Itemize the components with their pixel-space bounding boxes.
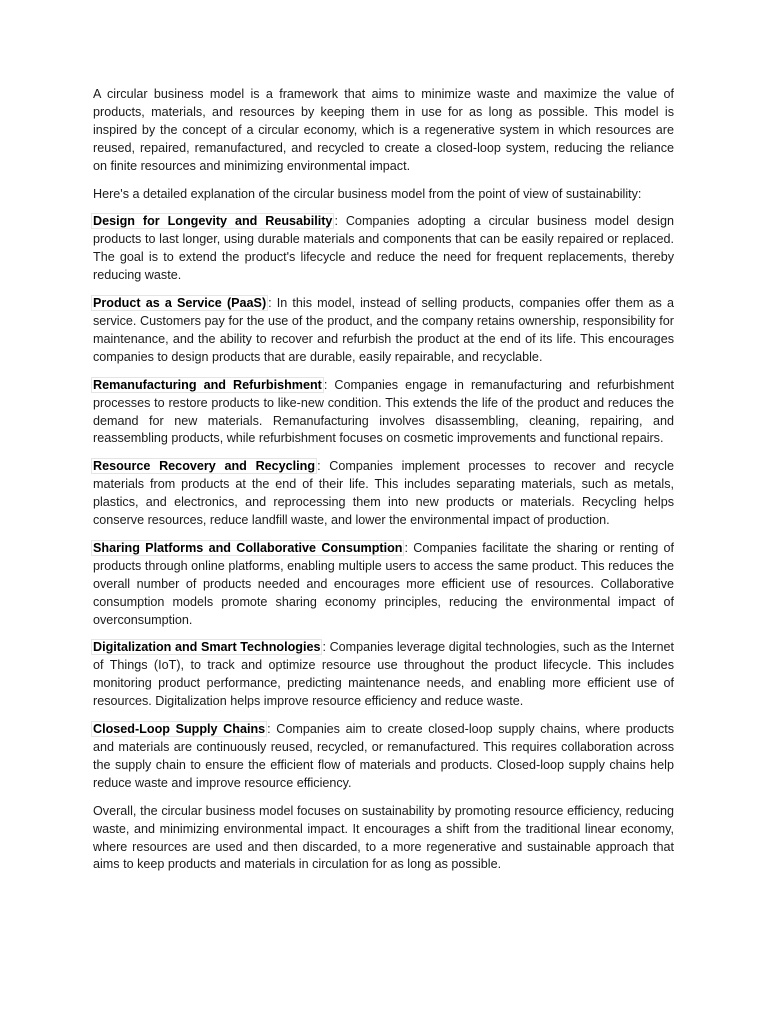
section-remanufacturing <box>93 377 674 449</box>
section-text: : In this model, instead of selling products, companies offer them as a service. Customers pay for the use of the product, and the company retains ownership, responsibility for maintenance, and the ability to recover and refurbish the product at the end of its life. This encourages companies to design products that are durable, easily repairable, and recyclable. <box>93 296 674 364</box>
section-design-longevity <box>93 213 674 285</box>
section-text: : Companies adopting a circular business model design products to last longer, using durable materials and components that can be easily repaired or replaced. The goal is to extend the product's lifecycle and reduce the need for frequent replacements, thereby reducing waste. <box>93 214 674 283</box>
document-body <box>93 86 674 884</box>
section-text: : Companies aim to create closed-loop supply chains, where products and materials are continuously reused, recycled, or remanufactured. This requires collaboration across the supply chain to ensure the efficient flow of materials and products. Closed-loop supply chains help reduce waste and improve resource efficiency. <box>93 722 674 790</box>
section-heading: Closed-Loop Supply Chains <box>93 722 266 737</box>
section-heading: Product as a Service (PaaS) <box>93 296 267 311</box>
section-heading: Resource Recovery and Recycling <box>93 459 316 474</box>
section-text: : Companies facilitate the sharing or renting of products through online platforms, enabling multiple users to access the same product. This reduces the overall number of products needed and encourages more efficient use of resources. Collaborative consumption models promote sharing economy principles, reducing the environmental impact of overconsumption. <box>93 540 674 627</box>
section-closed-loop <box>93 721 674 793</box>
section-resource-recovery <box>93 458 674 530</box>
section-text: : Companies implement processes to recover and recycle materials from products at the end of their life. This includes separating materials, such as metals, plastics, and electronics, and reprocessing them into new products or materials. Recycling helps conserve resources, reduce landfill waste, and lower the environmental impact of production. <box>93 459 674 528</box>
conclusion-paragraph: Overall, the circular business model focuses on sustainability by promoting resource efficiency, reducing waste, and minimizing environmental impact. It encourages a shift from the traditional linear economy, where resources are used and then discarded, to a more regenerative and sustainable approach that aims to keep products and materials in circulation for as long as possible. <box>93 803 674 872</box>
section-text: : Companies leverage digital technologies, such as the Internet of Things (IoT), to track and optimize resource use throughout the product lifecycle. This includes monitoring product performance, predicting maintenance needs, and enabling more efficient use of resources. Digitalization helps improve resource efficiency and reduce waste. <box>93 640 674 709</box>
lead-paragraph: Here's a detailed explanation of the circular business model from the point of view of sustainability: <box>93 186 642 201</box>
section-text: : Companies engage in remanufacturing and refurbishment processes to restore products to like-new condition. This extends the life of the product and reduces the demand for new materials. Remanufacturing involves disassembling, cleaning, repairing, and reassembling products, while refurbishment focuses on cosmetic improvements and functional repairs. <box>93 377 675 446</box>
section-sharing-platforms <box>93 540 674 630</box>
section-heading: Remanufacturing and Refurbishment <box>93 377 322 392</box>
section-heading: Design for Longevity and Reusability <box>93 214 333 229</box>
section-digitalization <box>93 639 674 711</box>
section-heading: Sharing Platforms and Collaborative Consumption <box>93 540 403 555</box>
section-heading: Digitalization and Smart Technologies <box>93 640 321 655</box>
section-product-as-service <box>93 295 674 367</box>
intro-paragraph: A circular business model is a framework that aims to minimize waste and maximize the value of products, materials, and resources by keeping them in use for as long as possible. This model is inspired by the concept of a circular economy, which is a regenerative system in which resources are reused, repaired, remanufactured, and recycled to create a closed-loop system, reducing the reliance on finite resources and minimizing environmental impact. <box>93 87 674 173</box>
